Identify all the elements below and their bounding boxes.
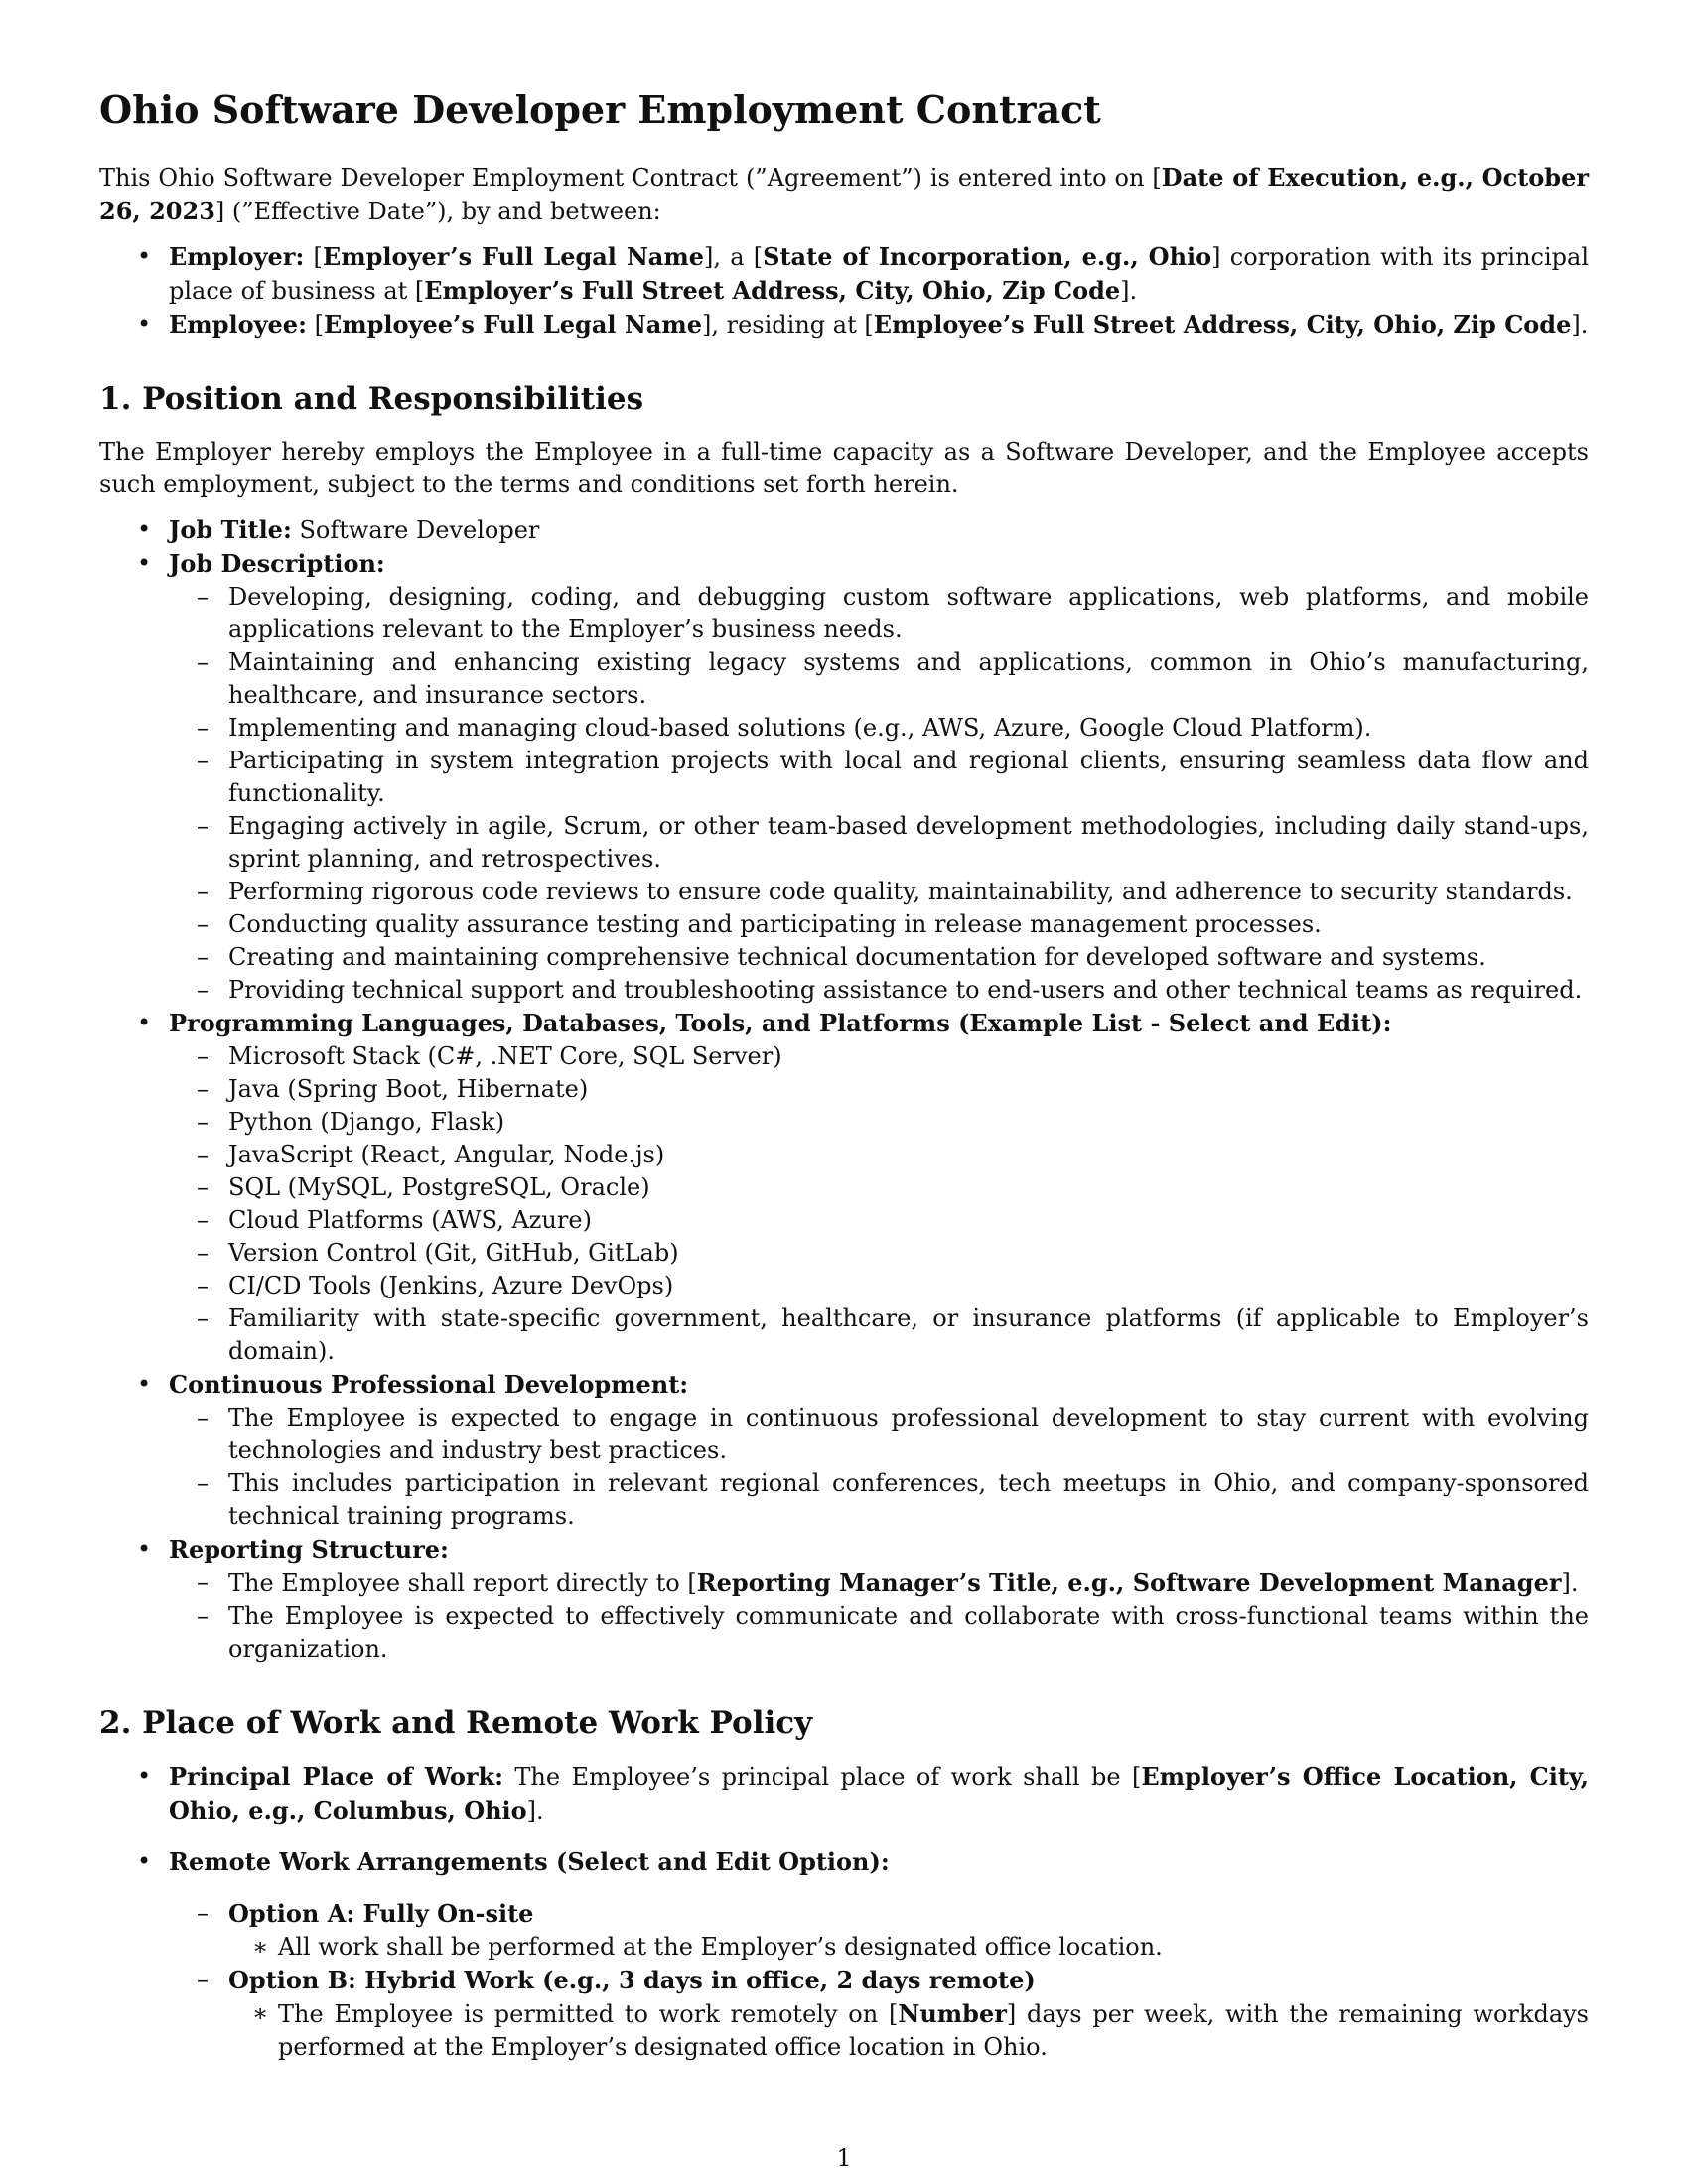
reporting-text-1: The Employee shall report directly to [ xyxy=(228,1569,697,1597)
employee-label: Employee: xyxy=(169,309,307,339)
intro-text-1: This Ohio Software Developer Employment Contract (”Agreement”) is entered into on [ xyxy=(99,163,1162,192)
section-2-heading: 2. Place of Work and Remote Work Policy xyxy=(99,1705,813,1741)
list-item: – Performing rigorous code reviews to ensure code quality, maintainability, and adherence to security standards. xyxy=(169,876,1589,908)
section-1-intro: The Employer hereby employs the Employee in a full-time capacity as a Software Developer, and the Employee accepts such employment, subject to the terms and conditions set forth herein. xyxy=(99,437,1589,498)
job-title-item xyxy=(99,513,1589,547)
principal-place-label: Principal Place of Work: xyxy=(169,1761,503,1791)
document-title: Ohio Software Developer Employment Contract xyxy=(99,87,1101,132)
principal-text-1: The Employee’s principal place of work shall be [ xyxy=(502,1762,1142,1791)
employer-label: Employer: xyxy=(169,241,305,271)
list-item: – The Employee is expected to engage in continuous professional development to stay current with evolving technologies and industry best practices. xyxy=(169,1402,1589,1467)
list-item: – This includes participation in relevant regional conferences, tech meetups in Ohio, and company-sponsored technical training programs. xyxy=(169,1467,1589,1533)
page-number: 1 xyxy=(836,2144,852,2172)
list-item: – Developing, designing, coding, and debugging custom software applications, web platforms, and mobile applications relevant to the Employer’s business needs. xyxy=(169,581,1589,646)
employer-text-4: ]. xyxy=(1120,276,1138,305)
list-item: – Creating and maintaining comprehensive technical documentation for developed software and systems. xyxy=(169,941,1589,974)
principal-place-item xyxy=(99,1760,1589,1828)
number-placeholder: Number xyxy=(898,1998,1007,2028)
reporting-manager-placeholder: Reporting Manager’s Title, e.g., Software Development Manager xyxy=(696,1568,1562,1597)
section-1-heading: 1. Position and Responsibilities xyxy=(99,380,644,417)
list-item: – Maintaining and enhancing existing legacy systems and applications, common in Ohio’s manufacturing, healthcare, and insurance sectors. xyxy=(169,646,1589,712)
employer-state-placeholder: State of Incorporation, e.g., Ohio xyxy=(763,241,1212,271)
option-b-label: Option B: Hybrid Work (e.g., 3 days in office, 2 days remote) xyxy=(228,1965,1036,1994)
section-1-list xyxy=(99,513,1589,1666)
parties-list xyxy=(99,240,1589,341)
reporting-structure-label: Reporting Structure: xyxy=(169,1534,449,1564)
list-item: – The Employee is expected to effectively communicate and collaborate with cross-functional teams within the organization. xyxy=(169,1600,1589,1666)
employer-text-2: ], a [ xyxy=(704,242,764,271)
list-item xyxy=(228,1997,1589,2064)
employer-address-placeholder: Employer’s Full Street Address, City, Ohio, Zip Code xyxy=(424,275,1121,305)
execution-date-placeholder: Date of Execution, e.g., October 26, 2023 xyxy=(99,162,1589,225)
languages-list xyxy=(169,1040,1589,1368)
job-description-list xyxy=(169,581,1589,1007)
remote-options-list xyxy=(169,1897,1589,2064)
employer-text-1: [ xyxy=(304,242,323,271)
job-title-value: Software Developer xyxy=(291,515,540,544)
list-item: – Implementing and managing cloud-based solutions (e.g., AWS, Azure, Google Cloud Platform). xyxy=(169,712,1589,745)
employee-text-2: ], residing at [ xyxy=(702,310,874,339)
reporting-structure-list xyxy=(169,1567,1589,1666)
document-page xyxy=(99,87,1589,2082)
employer-name-placeholder: Employer’s Full Legal Name xyxy=(322,241,705,271)
employee-text-3: ]. xyxy=(1571,310,1589,339)
list-item: – Providing technical support and troubleshooting assistance to end-users and other technical teams as required. xyxy=(169,974,1589,1007)
intro-paragraph xyxy=(99,161,1589,228)
employee-item xyxy=(99,308,1589,341)
intro-text-2: ] (”Effective Date”), by and between: xyxy=(214,197,661,225)
remote-work-label: Remote Work Arrangements (Select and Edit Option): xyxy=(169,1846,890,1876)
list-item: – Participating in system integration projects with local and regional clients, ensuring seamless data flow and functionality. xyxy=(169,745,1589,810)
job-description-label: Job Description: xyxy=(169,548,385,578)
list-item: – Java (Spring Boot, Hibernate) xyxy=(169,1073,1589,1106)
job-title-label: Job Title: xyxy=(169,514,292,544)
employee-text-1: [ xyxy=(306,310,324,339)
languages-item xyxy=(99,1007,1589,1368)
professional-development-label: Continuous Professional Development: xyxy=(169,1369,689,1399)
option-b-list xyxy=(228,1997,1589,2064)
list-item: – Cloud Platforms (AWS, Azure) xyxy=(169,1204,1589,1237)
professional-development-item xyxy=(99,1368,1589,1533)
list-item: – Conducting quality assurance testing and participating in release management processes. xyxy=(169,908,1589,941)
job-description-item xyxy=(99,547,1589,1007)
list-item: – SQL (MySQL, PostgreSQL, Oracle) xyxy=(169,1171,1589,1204)
employer-item xyxy=(99,240,1589,308)
option-a-item xyxy=(169,1897,1589,1964)
list-item: – Engaging actively in agile, Scrum, or other team-based development methodologies, including daily stand-ups, sprint planning, and retrospectives. xyxy=(169,810,1589,876)
option-b-text-2: ] days per week, with the remaining workdays performed at the Employer’s designated office location in Ohio. xyxy=(278,1999,1589,2061)
list-item: – Microsoft Stack (C#, .NET Core, SQL Server) xyxy=(169,1040,1589,1073)
reporting-structure-item xyxy=(99,1533,1589,1666)
option-b-text-1: The Employee is permitted to work remotely on [ xyxy=(278,1999,899,2028)
employee-address-placeholder: Employee’s Full Street Address, City, Ohio, Zip Code xyxy=(873,309,1572,339)
option-a-list xyxy=(228,1931,1589,1964)
office-location-placeholder: Employer’s Office Location, City, Ohio, e.g., Columbus, Ohio xyxy=(169,1761,1589,1825)
list-item: – JavaScript (React, Angular, Node.js) xyxy=(169,1139,1589,1171)
list-item: – Familiarity with state-specific government, healthcare, or insurance platforms (if applicable to Employer’s domain). xyxy=(169,1302,1589,1368)
option-a-label: Option A: Fully On-site xyxy=(228,1898,534,1928)
option-b-item xyxy=(169,1964,1589,2064)
languages-label: Programming Languages, Databases, Tools, and Platforms (Example List - Select and Edit): xyxy=(169,1008,1392,1037)
employer-text-3: ] corporation with its principal place of business at [ xyxy=(169,242,1590,305)
list-item: ∗ All work shall be performed at the Employer’s designated office location. xyxy=(228,1931,1589,1964)
professional-development-list xyxy=(169,1402,1589,1533)
principal-text-2: ]. xyxy=(526,1796,544,1825)
list-item: – CI/CD Tools (Jenkins, Azure DevOps) xyxy=(169,1270,1589,1302)
list-item: – Version Control (Git, GitHub, GitLab) xyxy=(169,1237,1589,1270)
list-item: – Python (Django, Flask) xyxy=(169,1106,1589,1139)
employee-name-placeholder: Employee’s Full Legal Name xyxy=(323,309,702,339)
list-item xyxy=(169,1567,1589,1600)
section-2-list xyxy=(99,1760,1589,2064)
reporting-text-2: ]. xyxy=(1561,1569,1579,1597)
remote-work-item xyxy=(99,1845,1589,2064)
